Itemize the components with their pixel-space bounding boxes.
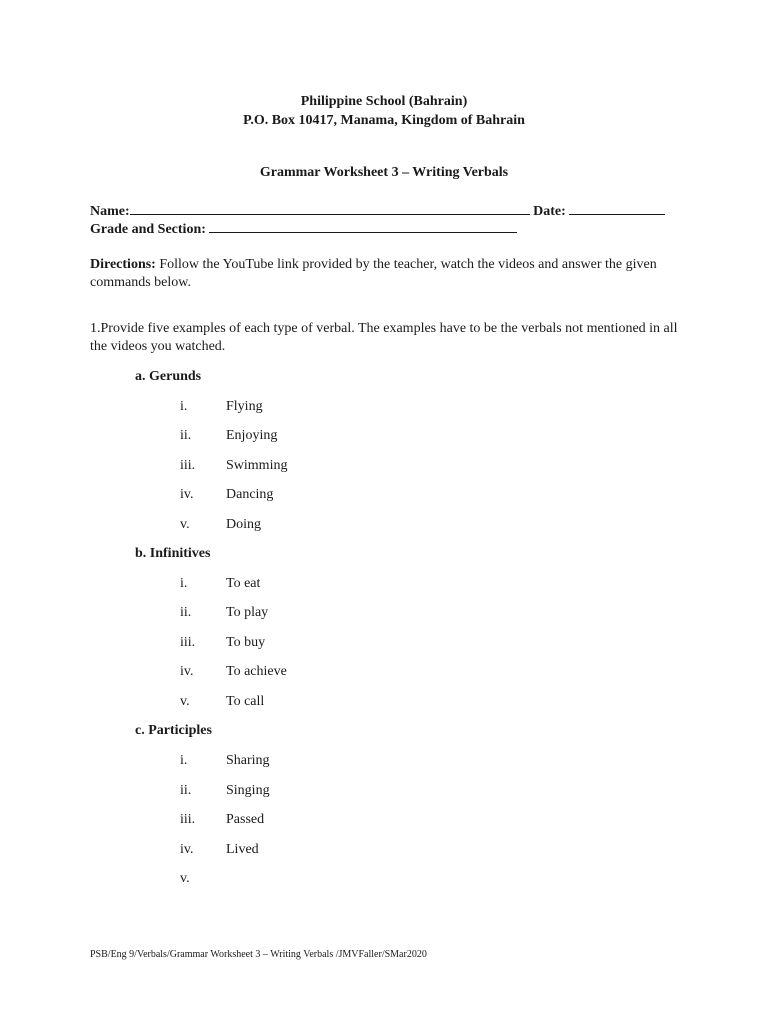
item-number: v. [180, 871, 190, 886]
grade-section-field[interactable] [209, 220, 517, 233]
section-title-infinitives: b. Infinitives [135, 546, 211, 561]
item-answer: Passed [226, 812, 265, 827]
item-number: i. [180, 753, 188, 768]
item-number: iii. [180, 812, 196, 827]
section-title-participles: c. Participles [135, 723, 212, 738]
item-number: iv. [180, 842, 194, 857]
directions [90, 256, 680, 292]
item-number: iii. [180, 458, 196, 473]
item-answer: Dancing [226, 487, 274, 502]
name-date-row [90, 202, 665, 220]
item-number: i. [180, 576, 188, 591]
school-name: Philippine School (Bahrain) [300, 94, 468, 109]
item-number: iv. [180, 664, 194, 679]
item-number: ii. [180, 428, 192, 443]
worksheet-title: Grammar Worksheet 3 – Writing Verbals [259, 165, 509, 180]
directions-label: Directions: [90, 257, 156, 272]
item-answer: Flying [226, 399, 263, 414]
question-1: 1.Provide five examples of each type of verbal. The examples have to be the verbals not mentioned in all the videos you watched. [90, 321, 678, 354]
item-number: ii. [180, 783, 192, 798]
section-title-gerunds: a. Gerunds [135, 369, 202, 384]
item-answer: Lived [226, 842, 259, 857]
name-field[interactable] [130, 202, 530, 215]
item-answer: Swimming [226, 458, 288, 473]
date-label: Date: [533, 204, 566, 219]
item-answer: Sharing [226, 753, 270, 768]
item-answer: To achieve [226, 664, 287, 679]
item-answer: Singing [226, 783, 270, 798]
item-number: v. [180, 694, 190, 709]
item-number: ii. [180, 605, 192, 620]
grade-section-label: Grade and Section: [90, 222, 206, 237]
date-field[interactable] [569, 202, 665, 215]
item-answer: To eat [226, 576, 261, 591]
item-answer: To play [226, 605, 269, 620]
item-number: v. [180, 517, 190, 532]
item-number: i. [180, 399, 188, 414]
item-number: iii. [180, 635, 196, 650]
school-address: P.O. Box 10417, Manama, Kingdom of Bahrain [243, 113, 525, 128]
name-label: Name: [90, 204, 130, 219]
item-answer: To call [226, 694, 265, 709]
directions-text: Follow the YouTube link provided by the teacher, watch the videos and answer the given commands below. [90, 257, 657, 290]
item-answer: To buy [226, 635, 266, 650]
item-number: iv. [180, 487, 194, 502]
page-footer: PSB/Eng 9/Verbals/Grammar Worksheet 3 – Writing Verbals /JMVFaller/SMar2020 [90, 949, 427, 960]
item-answer: Enjoying [226, 428, 278, 443]
item-answer: Doing [226, 517, 261, 532]
grade-section-row [90, 220, 517, 238]
